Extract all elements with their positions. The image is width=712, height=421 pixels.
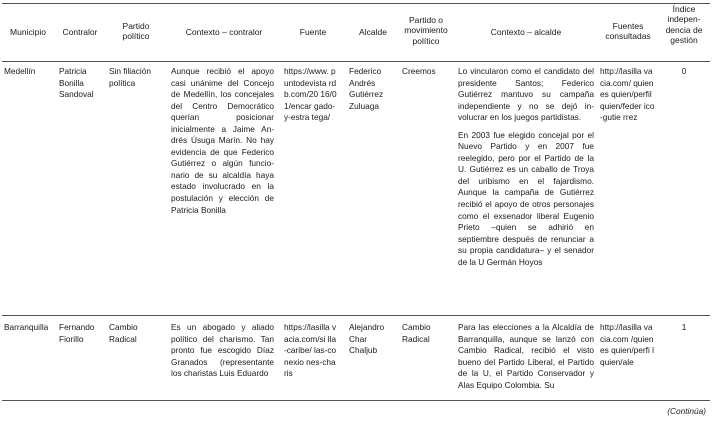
contexto-alcalde-paragraph-2: En 2003 fue elegido concejal por el Nuevo Partido y en 2007 fue reelegido, pero por el Partido de la U. Gutiérrez es un caballo de Troya del uribismo en el fajardismo. Aunque la campaña de Gutiérrez recibió el apoyo de otros personajes como el exsenador liberal Eugenio Prieto –quien se adhirió en septiembre después de renunciar a su propia candidatura– y el senador de la U Germán Hoyos xyxy=(458,129,594,267)
cell-contexto-alcalde xyxy=(458,66,594,268)
cell-indice: 0 xyxy=(681,66,687,76)
cell-contexto-alcalde: Para las elecciones a la Alcaldía de Barranquilla, aunque se lanzó con Cambio Radical, recibió el visto bueno del Partido Liberal, el Partido de la U, el Partido Conservador y Alas Equipo Colombia. Su xyxy=(458,322,594,390)
cell-partido-alcalde: Cambio Radical xyxy=(402,322,431,344)
cell-indice: 1 xyxy=(681,322,687,332)
cell-contexto-contralor: Es un abogado y aliado político del charismo. Tan pronto fue escogido Díaz Granados (representante los charistas Luis Eduardo xyxy=(171,322,274,379)
header-bottom-rule xyxy=(2,61,710,62)
cell-fuente: https://lasilla vacia.com/si lla-caribe/ las-conexio nes-charis xyxy=(284,322,337,379)
cell-contexto-contralor: Aunque recibió el apoyo casi unánime del Concejo de Medellín, los concejales del Centro Democrático querían posicionar inicialmente a Jaime Andrés Úsuga Marín. No hay evidencia de que Federico Gutiérrez o algún funcionario de su alcaldía haya estado involucrado en la postulación y elección de Patricia Bonilla xyxy=(171,66,274,215)
cell-alcalde: Federico Andrés Gutiérrez Zuluaga xyxy=(349,66,384,111)
header-partido: Partido político xyxy=(122,21,150,42)
table-top-rule xyxy=(2,3,710,4)
table-bottom-rule xyxy=(2,400,710,401)
cell-fuente: https://www. puntodevista rdb.com/20 16/01/encar gado-y-estra tega/ xyxy=(284,66,337,123)
cell-alcalde: Alejandro Char Chaljub xyxy=(349,322,385,356)
header-municipio: Municipio xyxy=(10,27,46,37)
header-fuentes-consultadas: Fuentes consultadas xyxy=(605,21,651,42)
header-fuente: Fuente xyxy=(299,27,327,37)
cell-fuentes-consultadas: http://lasilla vacia.com /quienes quien/perfi lquien/ale xyxy=(600,322,654,367)
contexto-alcalde-paragraph-1: Lo vincularon como el candidato del presidente Santos; Federico Gutiérrez mantuvo su campaña independiente y no se dejó involucrar en los juegos partidistas. xyxy=(458,66,594,123)
cell-partido-alcalde: Creemos xyxy=(402,66,436,76)
header-contralor: Contralor xyxy=(62,27,98,37)
cell-municipio: Barranquilla xyxy=(4,322,49,332)
header-indice: Índice independencia de gestión xyxy=(665,4,703,46)
cell-contralor: Patricia Bonilla Sandoval xyxy=(59,66,94,100)
header-partido-alcalde: Partido o movimiento político xyxy=(404,15,448,46)
cell-partido: Cambio Radical xyxy=(109,322,138,344)
cell-fuentes-consultadas: http://lasilla vacia.com/ quienes quien/perfil quien/feder ico-gutie rrez xyxy=(600,66,655,123)
cell-partido: Sin filiación política xyxy=(109,66,151,88)
cell-municipio: Medellín xyxy=(4,66,36,76)
continua-note: (Continúa) xyxy=(667,406,706,416)
row-separator-rule xyxy=(2,315,710,316)
cell-contralor: Fernando Fiorillo xyxy=(59,322,95,344)
header-contexto-alcalde: Contexto – alcalde xyxy=(490,27,562,37)
header-contexto-contralor: Contexto – contralor xyxy=(185,27,263,37)
header-alcalde: Alcalde xyxy=(359,27,387,37)
